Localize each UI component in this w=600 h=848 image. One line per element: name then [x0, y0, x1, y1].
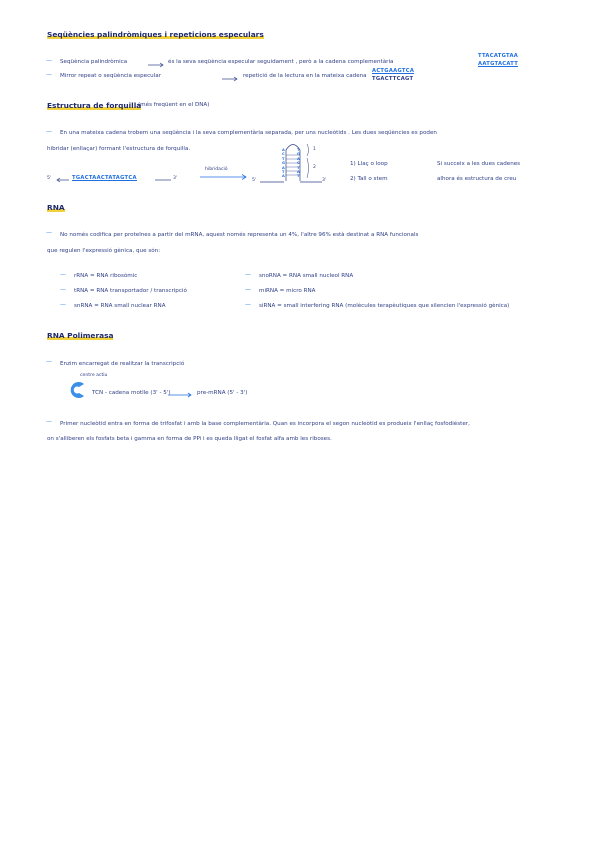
mirror-repeat-term: Mirror repeat o seqüència especular — [60, 73, 161, 79]
section-title-hairpin: Estructura de forquilla — [47, 101, 142, 110]
base-letter: T — [297, 174, 300, 179]
base-letter: T — [282, 156, 285, 161]
bullet-dash: — — [245, 286, 251, 293]
palindrome-seq-top: TTACATGTAA — [478, 53, 519, 59]
polymerase-enzyme-icon — [68, 380, 88, 400]
base-letter: A — [297, 156, 300, 161]
base-letter: G — [282, 161, 285, 166]
base-letter: A — [282, 174, 285, 179]
base-letter: C — [282, 152, 285, 157]
bullet-dash: — — [46, 418, 52, 425]
bullet-dash: — — [46, 358, 52, 365]
legend-loop: 1) Llaç o loop — [350, 161, 388, 167]
mirror-seq-bottom: TGACTTCAGT — [372, 76, 414, 82]
base-letter: T — [297, 148, 300, 152]
linear-strand-sequence: TGACTAACTATAGTCA — [72, 175, 137, 181]
legend-stem: 2) Tall o stem — [350, 176, 388, 182]
mirror-seq-top: ACTGAAGTCA — [372, 68, 415, 74]
bullet-dash: — — [60, 271, 66, 278]
cross-structure-note-line2: alhora és estructura de creu — [437, 176, 517, 182]
arrow-icon — [168, 393, 194, 397]
arrow-icon — [148, 63, 166, 67]
hairpin-paragraph-line2: hibridar (enllaçar) formant l'estructura de forquilla. — [47, 146, 191, 152]
hairpin-paragraph-line1: En una mateixa cadena trobem una seqüència i la seva complementària separada, per uns nucleòtids . Les dues seqüències es poden — [60, 130, 437, 136]
base-letter: C — [297, 161, 300, 166]
arrow-left-icon — [55, 178, 69, 182]
hairpin-3-prime: 3' — [322, 178, 327, 183]
hairpin-right-bases — [297, 148, 303, 179]
strand-line — [155, 178, 173, 182]
hybridization-label: hibridació — [205, 167, 228, 172]
rna-type-snorna: snoRNA = RNA small nucleol RNA — [259, 273, 354, 279]
rna-type-sirna: siRNA = small interfering RNA (molècules terapèutiques que silencien l'expressió gènica) — [259, 303, 510, 309]
rna-paragraph-line1: No només codifica per proteïnes a partir del mRNA, aquest només representa un 4%, l'altre 96% està destinat a RNA funcionals — [60, 232, 419, 238]
bullet-dash: — — [60, 301, 66, 308]
bullet-dash: — — [46, 229, 52, 236]
bullet-dash: — — [245, 301, 251, 308]
section-title-rna: RNA — [47, 203, 65, 212]
rna-type-mirna: miRNA = micro RNA — [259, 288, 316, 294]
arrow-icon — [222, 77, 240, 81]
palindrome-seq-bottom: AATGTACATT — [478, 61, 519, 67]
base-letter: G — [297, 152, 300, 157]
base-letter: A — [297, 170, 300, 175]
rna-type-rrna: rRNA = RNA ribosòmic — [74, 273, 138, 279]
section-title-palindromes: Seqüències palindròmiques i repeticions especulars — [47, 30, 264, 39]
bullet-dash: — — [245, 271, 251, 278]
hairpin-5-prime: 5' — [252, 178, 257, 183]
mirror-repeat-definition: repetició de la lectura en la mateixa cadena — [243, 73, 367, 79]
bullet-dash: — — [60, 286, 66, 293]
palindrome-term: Seqüència palindròmica — [60, 59, 128, 65]
cross-structure-note-line1: Si succeix a les dues cadenes — [437, 161, 521, 167]
loop-bracket — [307, 144, 311, 156]
rna-paragraph-line2: que regulen l'expressió gènica, que són: — [47, 248, 161, 254]
active-center-label: centre actiu — [80, 373, 108, 378]
palindrome-definition: és la seva seqüència especular seguidament , però a la cadena complementària — [168, 59, 394, 65]
hairpin-tail-right — [300, 178, 327, 184]
stem-bracket — [307, 158, 311, 178]
bullet-dash: — — [46, 128, 52, 135]
strand-5-prime: 5' — [47, 176, 52, 181]
bullet-dash: — — [46, 71, 52, 78]
template-strand-label: TCN - cadena motlle (3' - 5') — [92, 390, 171, 396]
pre-mrna-product-label: pre-mRNA (5' - 3') — [197, 390, 248, 396]
rna-type-snrna: snRNA = RNA small nuclear RNA — [74, 303, 166, 309]
hybridization-arrow-icon — [200, 174, 250, 180]
polymerase-paragraph-line2: on s'alliberen els fosfats beta i gamma en forma de PPi i es queda lligat el fosfat alfa amb les riboses. — [47, 436, 332, 442]
base-letter: A — [282, 148, 285, 152]
base-letter: T — [297, 165, 300, 170]
base-letter: A — [282, 165, 285, 170]
section-title-rna-polymerase: RNA Polimerasa — [47, 331, 114, 340]
rna-type-trna: tRNA = RNA transportador / transcripció — [74, 288, 187, 294]
base-letter: T — [282, 170, 285, 175]
hairpin-title-note: (més freqüent en el DNA) — [138, 102, 210, 108]
polymerase-definition: Enzim encarregat de realitzar la transcripció — [60, 361, 185, 367]
loop-marker: 1 — [313, 147, 316, 152]
strand-3-prime: 3' — [173, 176, 178, 181]
polymerase-paragraph-line1: Primer nucleòtid entra en forma de trifosfat i amb la base complementària. Quan es incorpora el segon nucleòtid es produeix l'enllaç fosfodiéster, — [60, 421, 470, 427]
bullet-dash: — — [46, 57, 52, 64]
stem-marker: 2 — [313, 165, 316, 170]
hairpin-left-bases — [282, 148, 288, 179]
